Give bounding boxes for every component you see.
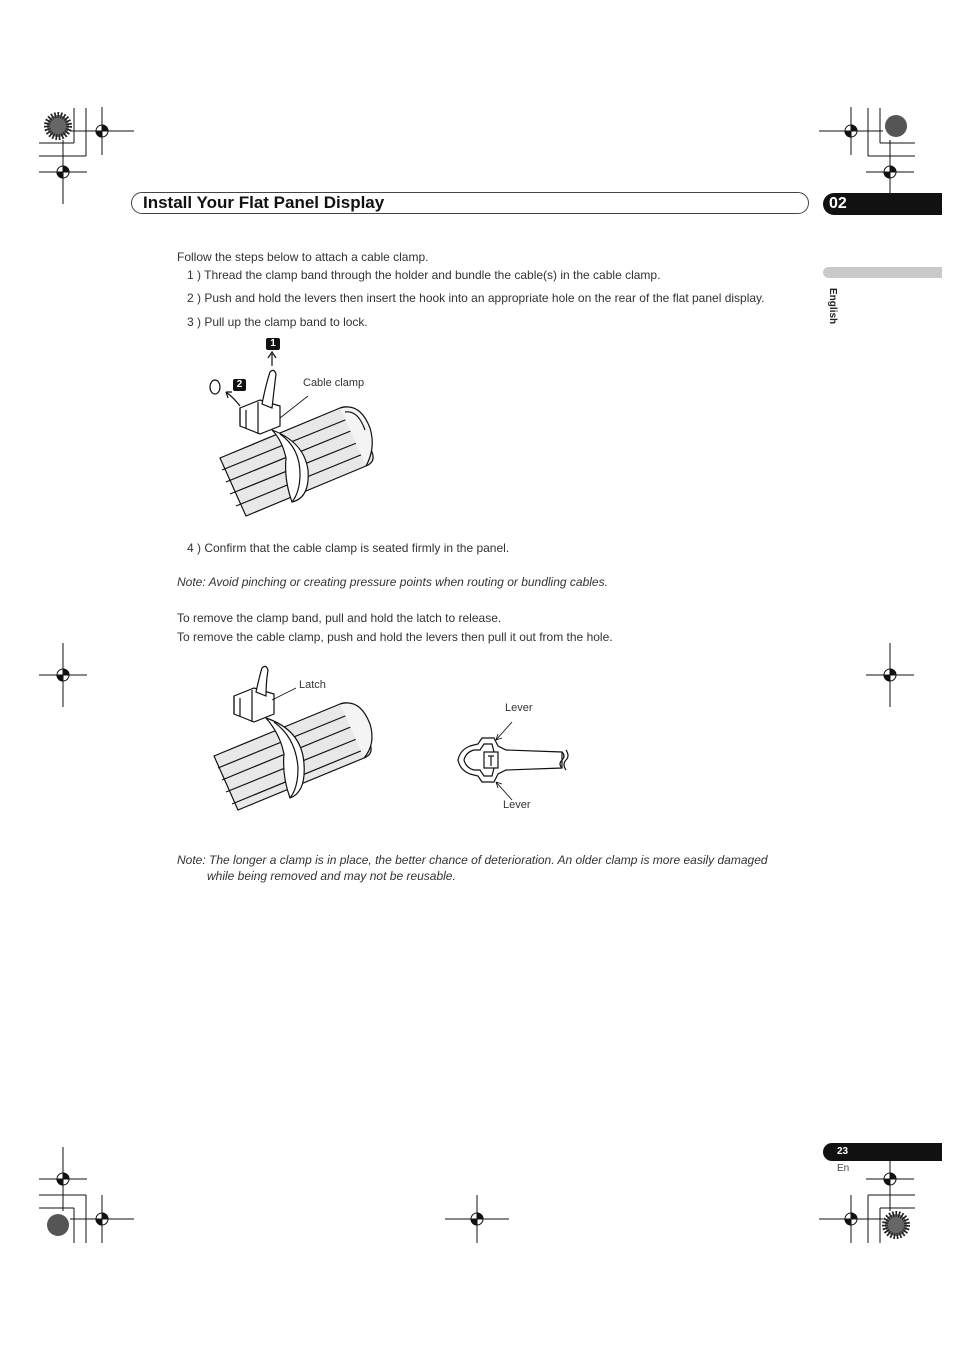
page-language: En (837, 1163, 850, 1174)
language-label: English (827, 288, 838, 325)
note-deterioration-line1: Note: The longer a clamp is in place, the better chance of deterioration. An older clamp is more easily damaged (177, 853, 768, 867)
remove-band-text: To remove the clamp band, pull and hold the latch to release. (177, 611, 502, 625)
step-4: 4 ) Confirm that the cable clamp is seated firmly in the panel. (187, 541, 510, 555)
language-bar (823, 267, 942, 278)
step-3: 3 ) Pull up the clamp band to lock. (187, 315, 368, 329)
lever-label-top: Lever (505, 702, 533, 714)
page-number: 23 (823, 1143, 942, 1161)
chapter-number: 02 (823, 193, 942, 215)
page-title: Install Your Flat Panel Display (143, 193, 385, 212)
latch-label: Latch (299, 679, 326, 691)
step-badge-2: 2 (236, 379, 243, 390)
lever-label-bottom: Lever (503, 799, 531, 811)
note-pinching: Note: Avoid pinching or creating pressure points when routing or bundling cables. (177, 575, 608, 589)
figure-levers (450, 720, 590, 810)
remove-clamp-text: To remove the cable clamp, push and hold the levers then pull it out from the hole. (177, 630, 613, 644)
intro-text: Follow the steps below to attach a cable clamp. (177, 250, 429, 264)
step-1: 1 ) Thread the clamp band through the holder and bundle the cable(s) in the cable clamp. (187, 268, 661, 282)
cable-clamp-label: Cable clamp (303, 377, 365, 389)
step-2: 2 ) Push and hold the levers then insert the hook into an appropriate hole on the rear of the flat panel display. (187, 291, 765, 305)
figure-cable-clamp-attach (200, 330, 420, 530)
note-deterioration-line2: while being removed and may not be reusable. (207, 869, 456, 883)
step-badge-1: 1 (270, 338, 276, 349)
